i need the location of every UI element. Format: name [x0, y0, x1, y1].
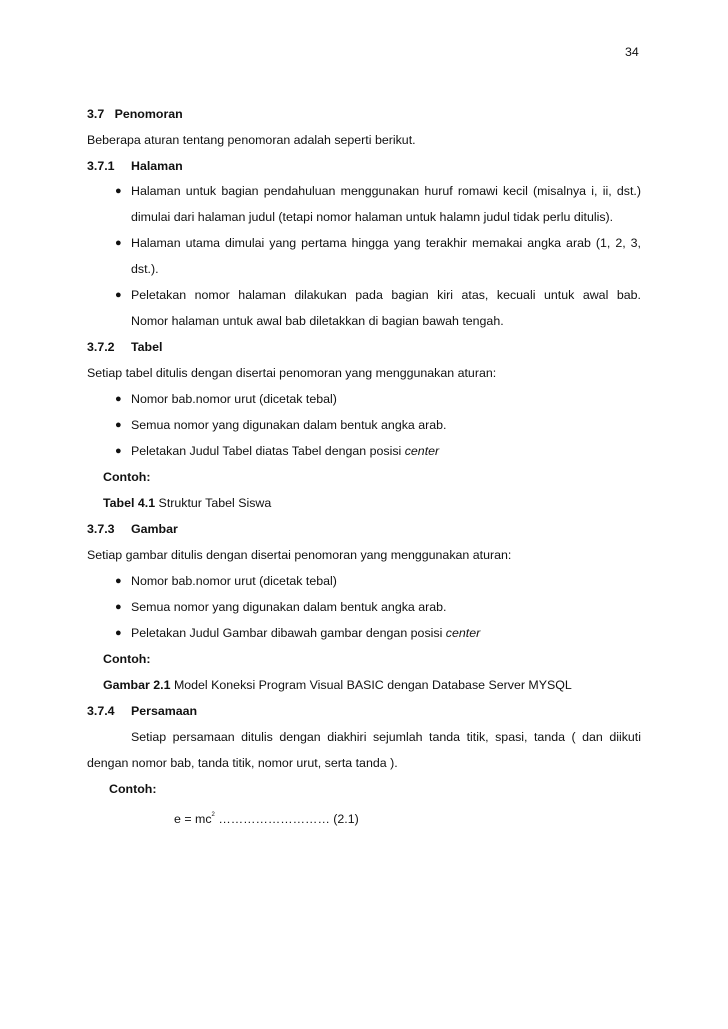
caption-number: Tabel 4.1 — [103, 496, 156, 510]
section-intro: Beberapa aturan tentang penomoran adalah seperti berikut. — [87, 133, 416, 147]
list-item-line: dimulai dari halaman judul (tetapi nomor halaman untuk halamn judul tidak perlu ditulis). — [131, 210, 614, 224]
italic-term: center — [404, 444, 440, 458]
subsection-title-gambar: Gambar — [131, 522, 178, 536]
italic-term: center — [445, 626, 481, 640]
list-item-line: dst.). — [131, 262, 159, 276]
equation-exponent: 2 — [211, 812, 215, 818]
paragraph-line: dengan nomor bab, tanda titik, nomor urut, serta tanda ). — [87, 756, 398, 770]
bullet-icon: ● — [115, 627, 122, 639]
subsection-intro: Setiap gambar ditulis dengan disertai penomoran yang menggunakan aturan: — [87, 548, 512, 562]
list-item-line: Halaman utama dimulai yang pertama hingga yang terakhir memakai angka arab (1, 2, 3, — [131, 236, 641, 250]
equation-base: e = mc — [174, 812, 212, 826]
subsection-number-3-7-2: 3.7.2 — [87, 340, 115, 354]
bullet-icon: ● — [115, 419, 122, 431]
section-heading-3-7 — [87, 106, 183, 122]
caption-number: Gambar 2.1 — [103, 678, 171, 692]
subsection-title-persamaan: Persamaan — [131, 704, 198, 718]
subsection-number-3-7-4: 3.7.4 — [87, 704, 115, 718]
list-item: Semua nomor yang digunakan dalam bentuk angka arab. — [131, 600, 447, 614]
list-item: Nomor bab.nomor urut (dicetak tebal) — [131, 392, 337, 406]
caption-text: Struktur Tabel Siswa — [155, 496, 272, 510]
contoh-label: Contoh: — [103, 470, 151, 484]
list-item — [131, 443, 439, 459]
equation — [174, 807, 359, 827]
subsection-title-halaman: Halaman — [131, 159, 183, 173]
bullet-icon: ● — [115, 575, 122, 587]
paragraph-line: Setiap persamaan ditulis dengan diakhiri sejumlah tanda titik, spasi, tanda ( dan diikuti — [131, 730, 641, 744]
page-number: 34 — [625, 45, 639, 59]
caption-text: Model Koneksi Program Visual BASIC dengan Database Server MYSQL — [170, 678, 572, 692]
list-item-text: Peletakan Judul Tabel diatas Tabel dengan posisi — [131, 444, 405, 458]
list-item: Nomor bab.nomor urut (dicetak tebal) — [131, 574, 337, 588]
bullet-icon: ● — [115, 185, 122, 197]
bullet-icon: ● — [115, 601, 122, 613]
contoh-label: Contoh: — [103, 652, 151, 666]
subsection-number-3-7-3: 3.7.3 — [87, 522, 115, 536]
list-item-line: Nomor halaman untuk awal bab diletakkan di bagian bawah tengah. — [131, 314, 504, 328]
equation-number: ……………………… (2.1) — [214, 812, 359, 826]
bullet-icon: ● — [115, 237, 122, 249]
list-item-text: Peletakan Judul Gambar dibawah gambar dengan posisi — [131, 626, 446, 640]
example-caption — [103, 677, 572, 693]
example-caption — [103, 495, 271, 511]
list-item-line: Halaman untuk bagian pendahuluan menggunakan huruf romawi kecil (misalnya i, ii, dst.) — [131, 184, 641, 198]
subsection-intro: Setiap tabel ditulis dengan disertai penomoran yang menggunakan aturan: — [87, 366, 497, 380]
bullet-icon: ● — [115, 393, 122, 405]
bullet-icon: ● — [115, 289, 122, 301]
list-item: Semua nomor yang digunakan dalam bentuk angka arab. — [131, 418, 447, 432]
contoh-label: Contoh: — [109, 782, 157, 796]
section-number: 3.7 — [87, 107, 105, 121]
list-item-line: Peletakan nomor halaman dilakukan pada bagian kiri atas, kecuali untuk awal bab. — [131, 288, 641, 302]
list-item — [131, 625, 480, 641]
section-title: Penomoran — [114, 107, 183, 121]
subsection-number-3-7-1: 3.7.1 — [87, 159, 115, 173]
bullet-icon: ● — [115, 445, 122, 457]
subsection-title-tabel: Tabel — [131, 340, 163, 354]
